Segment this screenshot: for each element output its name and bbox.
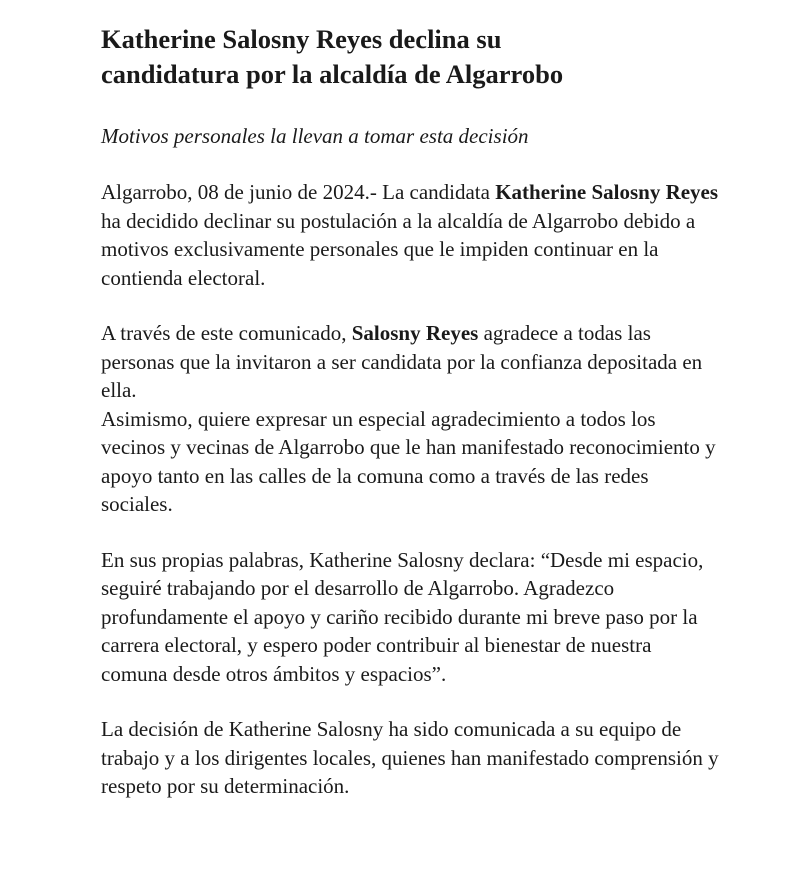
surname-bold: Salosny Reyes	[351, 321, 479, 345]
paragraph-2-rest: agradece a todas las personas que la invitaron a ser candidata por la confianza depositada en ella.	[101, 321, 703, 402]
candidate-name-bold: Katherine Salosny Reyes	[495, 180, 719, 204]
paragraph-neighbors: Asimismo, quiere expresar un especial agradecimiento a todos los vecinos y vecinas de Algarrobo que le han manifestado reconocimiento y apoyo tanto en las calles de la comuna como a través de las redes sociales.	[101, 406, 716, 516]
paragraph-gratitude	[101, 319, 720, 405]
title-line-2: candidatura por la alcaldía de Algarrobo	[101, 59, 564, 89]
paragraph-1-rest: ha decidido declinar su postulación a la alcaldía de Algarrobo debido a motivos exclusivamente personales que le impiden continuar en la contienda electoral.	[101, 208, 696, 290]
article-title	[101, 22, 720, 92]
article-subtitle: Motivos personales la llevan a tomar esta decisión	[101, 124, 529, 148]
paragraph-2-lead: A través de este comunicado,	[101, 321, 352, 345]
paragraph-closing: La decisión de Katherine Salosny ha sido comunicada a su equipo de trabajo y a los dirigentes locales, quienes han manifestado comprensión y respeto por su determinación.	[101, 717, 719, 798]
title-line-1: Katherine Salosny Reyes declina su	[101, 24, 502, 54]
paragraph-1-lead: Algarrobo, 08 de junio de 2024.- La candidata	[101, 180, 496, 204]
paragraph-quote: En sus propias palabras, Katherine Salosny declara: “Desde mi espacio, seguiré trabajando por el desarrollo de Algarrobo. Agradezco profundamente el apoyo y cariño recibido durante mi breve paso por la carrera electoral, y espero poder contribuir al bienestar de nuestra comuna desde otros ámbitos y espacios”.	[101, 547, 704, 686]
paragraph-announcement	[101, 178, 720, 292]
